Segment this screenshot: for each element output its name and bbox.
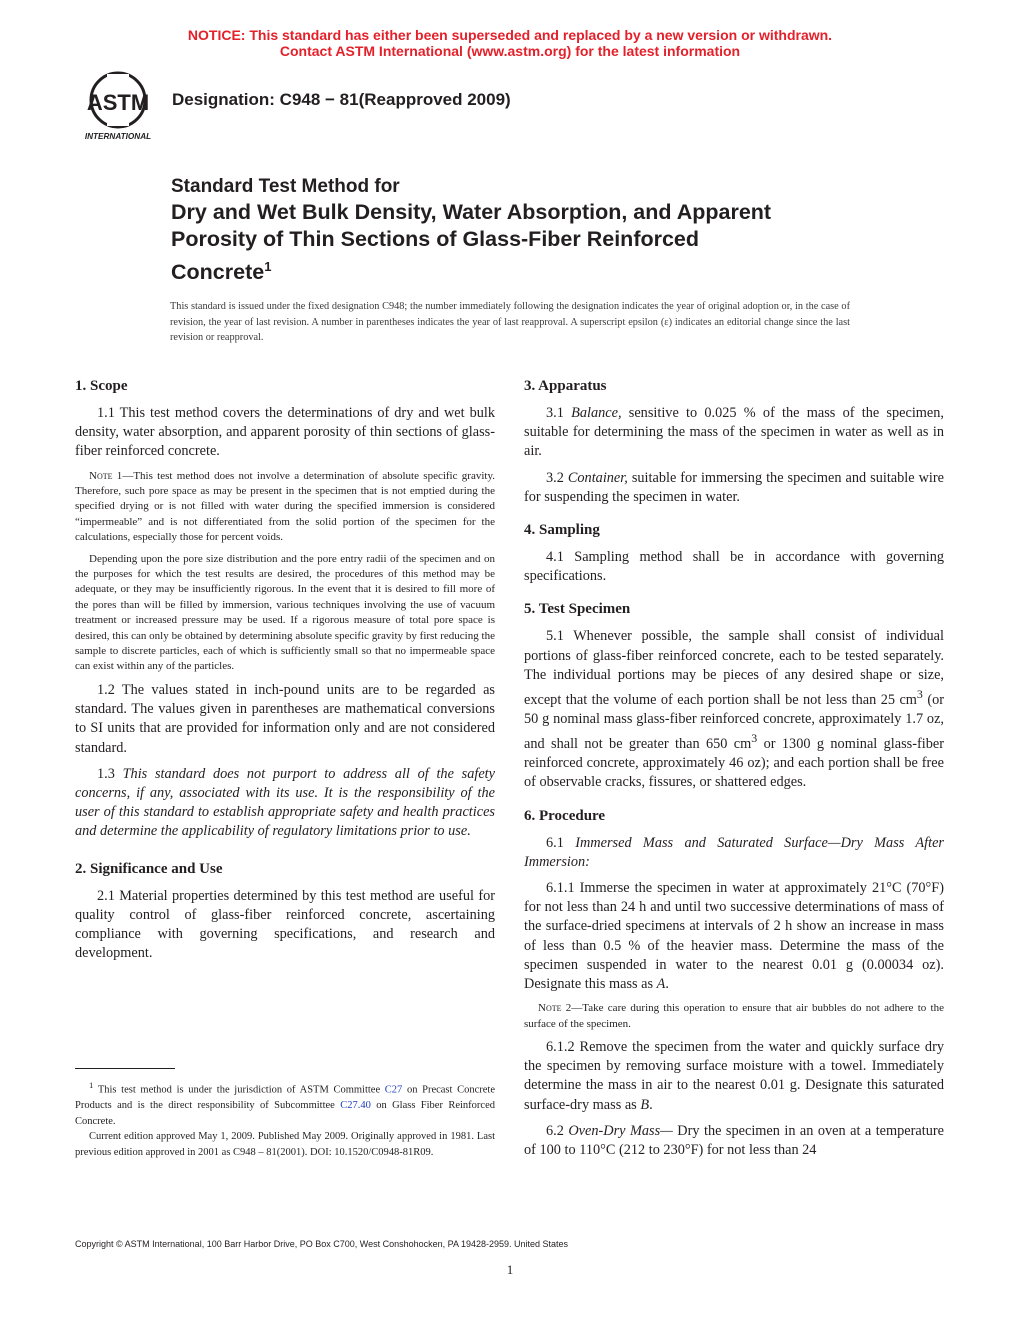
section-heading-procedure: 6. Procedure [524,807,606,824]
footnote [75,1078,495,1160]
note-1-label: Note 1 [89,469,123,482]
para-1-3 [75,765,495,842]
para-5-1 [524,627,944,792]
para-2-1: 2.1 Material properties determined by this test method are useful for quality control of glass-fiber reinforced concrete, ascertaining compliance with governing specifications, and research and development. [75,887,495,962]
left-column [75,376,495,970]
superscript-3: 3 [751,731,758,746]
footnote-text-c: on Glass Fiber Reinforced Concrete. [75,1100,495,1127]
copyright-line: Copyright © ASTM International, 100 Barr Harbor Drive, PO Box C700, West Conshohocken, PA 19428-2959. United States [75,1239,569,1249]
para-1-1: 1.1 This test method covers the determinations of dry and wet bulk density, water absorption, and apparent porosity of thin sections of glass-fiber reinforced concrete. [75,405,495,460]
right-column [524,376,944,1167]
para-3-1-number: 3.1 [546,405,572,421]
astm-logo [74,70,162,144]
section-heading-significance: 2. Significance and Use [75,860,223,877]
para-3-1 [524,404,944,462]
notice-line-2: Contact ASTM International (www.astm.org) for the latest information [279,43,741,59]
para-3-1-text: sensitive to 0.025 % of the mass of the specimen, suitable for determining the mass of the specimen in water as well as in air. [524,405,944,460]
term-balance: Balance, [571,405,622,421]
variable-b: B [640,1096,650,1113]
notice-line-1: NOTICE: This standard has either been superseded and replaced by a new version or withdrawn. [187,27,833,43]
section-heading-apparatus: 3. Apparatus [524,378,607,394]
title-footnote-ref[interactable]: 1 [264,259,272,274]
para-6-1 [524,834,944,872]
note-1-continued: Depending upon the pore size distribution and the pore entry radii of the specimen and on the purposes for which the test results are desired, the procedures of this method may be adequate, or they may be insufficiently rigorous. In the event that it is desired to fill more of the pores than will be filled by immersion, various techniques involving the use of vacuum treatment or increased pressure may be used. If a rigorous measure of total pore space is desired, this can only be obtained by determining absolute specific gravity by first reducing the sample to discrete particles, each of which is sufficiently small so that no impermeable space can exist within any of the particles. [75,552,495,673]
title-line-2: Dry and Wet Bulk Density, Water Absorption, and Apparent [171,200,772,224]
period: . [649,1096,653,1113]
link-c27[interactable]: C27 [384,1084,403,1096]
para-6-2-number: 6.2 [546,1122,569,1139]
period: . [665,976,669,992]
footnote-edition: Current edition approved May 1, 2009. Published May 2009. Originally approved in 1981. Last previous edition approved in 2001 as C948 – 81(2001). DOI: 10.1520/C0948-81R09. [75,1131,495,1158]
designation: Designation: C948 − 81(Reapproved 2009) [172,90,511,109]
para-6-2-text: Dry the specimen in an oven at a temperature of 100 to 110°C (212 to 230°F) for not less than 24 [524,1122,944,1159]
svg-text:INTERNATIONAL: INTERNATIONAL [84,132,152,141]
para-5-1-text-a: 5.1 Whenever possible, the sample shall consist of individual portions of glass-fiber reinforced concrete, each to be tested separately. The individual portions may be pieces of any desired shape or size, except that the volume of each portion shall be not less than 25 cm [524,628,944,708]
variable-a: A [656,976,666,992]
para-3-2-text: suitable for immersing the specimen and suitable wire for suspending the specimen in water. [524,469,944,505]
section-heading-sampling: 4. Sampling [524,522,600,539]
section-heading-test-specimen: 5. Test Specimen [524,601,631,618]
footnote-text-b: on Precast Concrete Products and is the direct responsibility of Subcommittee [75,1084,495,1112]
footnote-text-a: This test method is under the jurisdiction of ASTM Committee [93,1084,385,1096]
para-1-3-text: This standard does not purport to address all of the safety concerns, if any, associated with its use. It is the responsibility of the user of this standard to establish appropriate safety and health practices and determine the applicability of regulatory limitations prior to use. [75,765,495,840]
title-line-4: Concrete [171,260,265,285]
para-5-1-text-b: (or 50 g nominal mass glass-fiber reinforced concrete, approximately 1.7 oz, and shall not be greater than 650 cm [524,691,944,752]
note-2 [524,1001,944,1032]
svg-text:ASTM: ASTM [86,90,150,115]
para-1-3-number: 1.3 [97,765,123,782]
para-3-2-number: 3.2 [546,469,568,486]
para-4-1: 4.1 Sampling method shall be in accordance with governing specifications. [524,549,944,585]
para-6-1-number: 6.1 [546,834,576,851]
note-2-label: Note 2 [538,1002,572,1015]
superscript-3: 3 [916,687,923,702]
title-line-3: Porosity of Thin Sections of Glass-Fiber Reinforced [171,227,700,251]
para-6-1-2 [524,1038,944,1115]
term-container: Container, [567,469,628,486]
para-6-2 [524,1122,944,1160]
term-oven-dry-mass: Oven-Dry Mass— [568,1122,673,1139]
superseded-notice [0,27,1020,59]
page-number: 1 [506,1262,514,1277]
title-line-1: Standard Test Method for [171,176,400,197]
term-immersed-mass: Immersed Mass and Saturated Surface—Dry Mass After Immersion: [524,834,944,870]
para-6-1-1 [524,879,944,994]
para-6-1-2-text: 6.1.2 Remove the specimen from the water and quickly surface dry the specimen by removing surface moisture with a towel. Immediately determine the mass in air to the nearest 0.01 g. Designate this saturated surface-dry mass as [524,1039,944,1113]
section-heading-scope: 1. Scope [75,378,128,394]
note-1-text: —This test method does not involve a determination of absolute specific gravity. Therefore, such pore space as may be present in the specimen that is not emptied during the specified drying or is not filled with water during the specified immersion is considered “impermeable” and is not differentiated from the solid portion of the specimen for the calculations, especially those for percent voids. [75,469,495,544]
para-3-2 [524,469,944,507]
footnote-mark: 1 [89,1080,94,1090]
para-1-2: 1.2 The values stated in inch-pound units are to be regarded as standard. The values given in parentheses are mathematical conversions to SI units that are provided for information only and are not considered standard. [75,681,495,756]
issuance-statement: This standard is issued under the fixed designation C948; the number immediately following the designation indicates the year of original adoption or, in the case of revision, the year of last revision. A number in parentheses indicates the year of last reapproval. A superscript epsilon (ε) indicates an editorial change since the last revision or reapproval. [170,301,850,343]
footnote-rule [75,1068,175,1069]
para-6-1-1-text: 6.1.1 Immerse the specimen in water at approximately 21°C (70°F) for not less than 24 h and until two successive determinations of mass of the surface-dried specimens at intervals of 2 h show an increase in mass of less than 0.5 % of the heavier mass. Determine the mass of the specimen suspended in water to the nearest 0.01 g (0.00034 oz). Designate this mass as [524,879,944,992]
note-2-text: —Take care during this operation to ensure that air bubbles do not adhere to the surface of the specimen. [524,1002,944,1030]
note-1 [75,469,495,546]
document-title [171,175,891,286]
link-c27-40[interactable]: C27.40 [340,1100,371,1112]
para-5-1-text-c: or 1300 g nominal glass-fiber reinforced concrete, approximately 46 oz); and each portion shall be free of observable cracks, fissures, or shattered edges. [524,735,944,791]
footnote-1 [75,1078,495,1129]
